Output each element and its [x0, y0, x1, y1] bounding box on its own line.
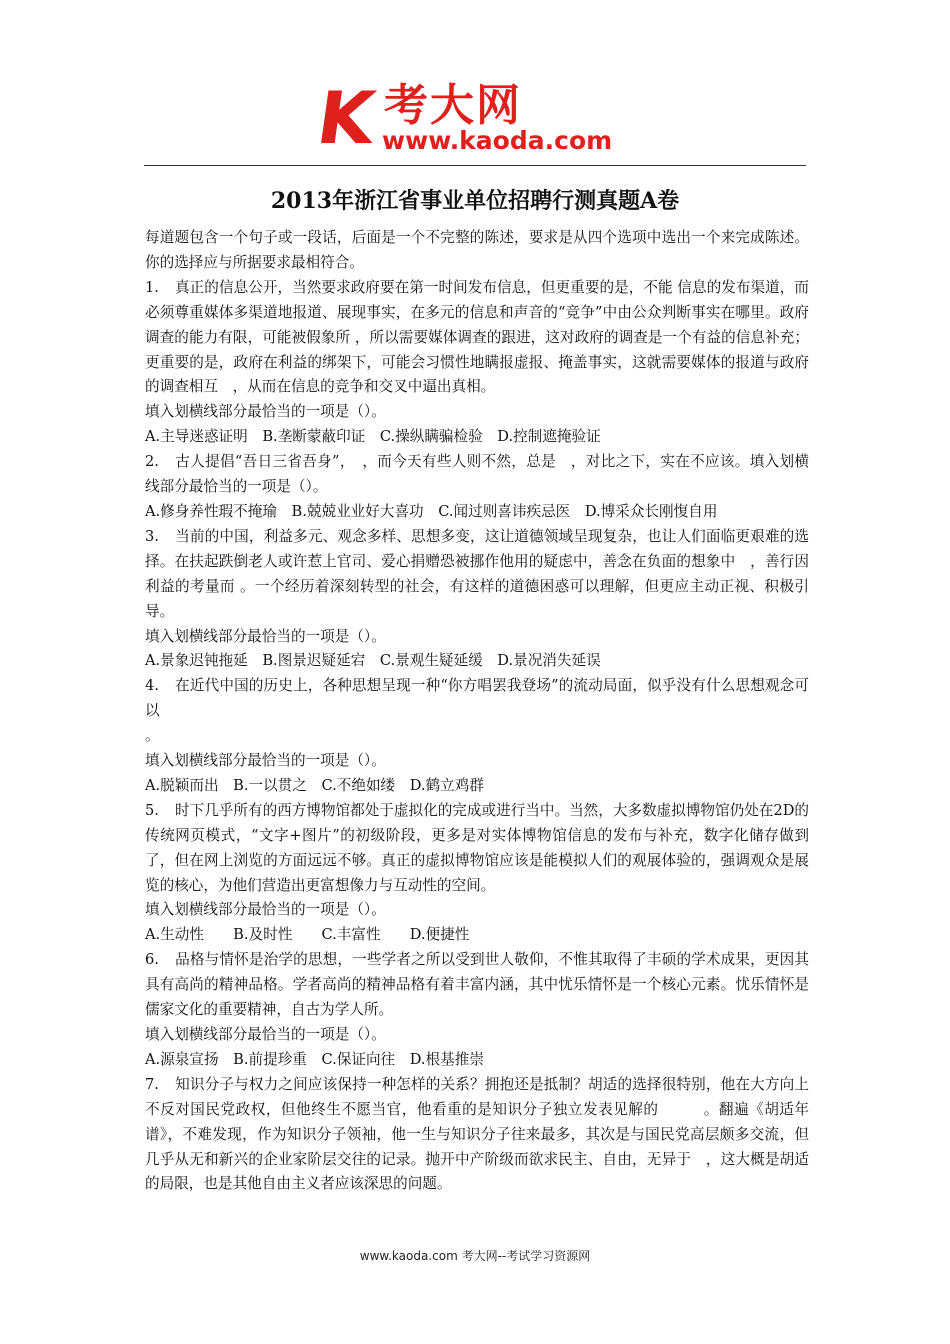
logo-chinese-name: 考大网: [384, 80, 522, 131]
question-text: 知识分子与权力之间应该保持一种怎样的关系？拥抱还是抵制？胡适的选择很特别，他在大方向上不反对国民党政权，但他终生不愿当官，他看重的是知识分子独立发表见解的 。翻遍《胡适年谱》，不难发现，作为知识分子领袖，他一生与知识分子往来最多，其次是与国民党高层颇多交流，但几乎从无和新兴的企业家阶层交往的记录。抛开中产阶级而欲求民主、自由，无异于 ，这大概是胡适的局限，也是其他自由主义者应该深思的问题。: [145, 1075, 809, 1193]
question-number: 5.: [145, 801, 159, 819]
question-number: 2.: [145, 453, 159, 471]
question-prompt: 填入划横线部分最恰当的一项是（）。: [145, 627, 386, 645]
question-text: 当前的中国，利益多元、观念多样、思想多变，这让道德领域呈现复杂，也让人们面临更艰难的选择。在扶起跌倒老人或许惹上官司、爱心捐赠恐被挪作他用的疑虑中，善念在负面的想象中 ，善行因利益的考量而 。一个经历着深刻转型的社会，有这样的道德困惑可以理解，但更应主动正视、积极引导。: [145, 527, 809, 620]
question-2: [145, 450, 809, 500]
answer-options: A.景象迟钝拖延 B.图景迟疑延宕 C.景观生疑延缓 D.景况消失延误: [145, 652, 601, 670]
logo-url: www.kaoda.com: [382, 126, 613, 155]
answer-options: A.主导迷惑证明 B.垄断蒙蔽印证 C.操纵瞒骗检验 D.控制遮掩验证: [145, 428, 601, 446]
header-divider: [144, 165, 806, 166]
answer-options: A.源泉宣扬 B.前提珍重 C.保证向往 D.根基推崇: [145, 1050, 484, 1068]
page-footer: www.kaoda.com 考大网--考试学习资源网: [359, 1249, 591, 1263]
question-text: 在近代中国的历史上，各种思想呈现一种“你方唱罢我登场”的流动局面，似乎没有什么思想观念可以: [145, 677, 809, 720]
question-text-tail: 。: [145, 727, 160, 745]
logo-k-mark: K: [312, 76, 380, 160]
question-number: 4.: [145, 677, 159, 695]
question-text: 古人提倡“吾日三省吾身”， ，而今天有些人则不然，总是 ，对比之下，实在不应该。填入划横线部分最恰当的一项是（）。: [145, 453, 809, 496]
answer-options: A.生动性 B.及时性 C.丰富性 D.便捷性: [145, 926, 470, 944]
document-title: 2013年浙江省事业单位招聘行测真题A卷: [270, 188, 680, 214]
question-text: 真正的信息公开，当然要求政府要在第一时间发布信息，但更重要的是，不能 信息的发布渠道，而必须尊重媒体多渠道地报道、展现事实，在多元的信息和声音的“竞争”中由公众判断事实在哪里。政府调查的能力有限，可能被假象所 ，所以需要媒体调查的跟进，这对政府的调查是一个有益的信息补充；更重要的是，政府在利益的绑架下，可能会习惯性地瞒报虚报、掩盖事实，这就需要媒体的报道与政府的调查相互 ，从而在信息的竞争和交叉中逼出真相。: [145, 278, 809, 396]
question-1: [145, 276, 809, 401]
question-prompt: 填入划横线部分最恰当的一项是（）。: [145, 752, 386, 770]
question-number: 3.: [145, 527, 159, 545]
instructions: 每道题包含一个句子或一段话，后面是一个不完整的陈述，要求是从四个选项中选出一个来完成陈述。你的选择应与所据要求最相符合。: [145, 229, 809, 271]
answer-options: A.脱颖而出 B.一以贯之 C.不绝如缕 D.鹤立鸡群: [145, 776, 484, 794]
question-number: 6.: [145, 951, 159, 969]
question-4: [145, 674, 809, 724]
question-5: [145, 799, 809, 899]
question-number: 7.: [145, 1075, 159, 1093]
question-7: [145, 1073, 809, 1198]
question-text: 时下几乎所有的西方博物馆都处于虚拟化的完成或进行当中。当然，大多数虚拟博物馆仍处在2D的传统网页模式，“文字+图片”的初级阶段，更多是对实体博物馆信息的发布与补充，数字化储存做到了，但在网上浏览的方面远远不够。真正的虚拟博物馆应该是能模拟人们的观展体验的，强调观众是展览的核心，为他们营造出更富想像力与互动性的空间。: [145, 801, 809, 894]
question-text: 品格与情怀是治学的思想，一些学者之所以受到世人敬仰，不惟其取得了丰硕的学术成果，更因其具有高尚的精神品格。学者高尚的精神品格有着丰富内涵，其中忧乐情怀是一个核心元素。忧乐情怀是儒家文化的重要精神，自古为学人所。: [145, 951, 809, 1019]
document-body: [145, 226, 809, 1197]
answer-options: A.修身养性瑕不掩瑜 B.兢兢业业好大喜功 C.闻过则喜讳疾忌医 D.博采众长刚愎自用: [145, 502, 718, 520]
question-prompt: 填入划横线部分最恰当的一项是（）。: [145, 901, 386, 919]
question-6: [145, 948, 809, 1023]
question-prompt: 填入划横线部分最恰当的一项是（）。: [145, 1026, 386, 1043]
question-3: [145, 525, 809, 625]
question-prompt: 填入划横线部分最恰当的一项是（）。: [145, 403, 386, 421]
kaoda-logo: [310, 76, 650, 160]
question-number: 1.: [145, 278, 159, 296]
